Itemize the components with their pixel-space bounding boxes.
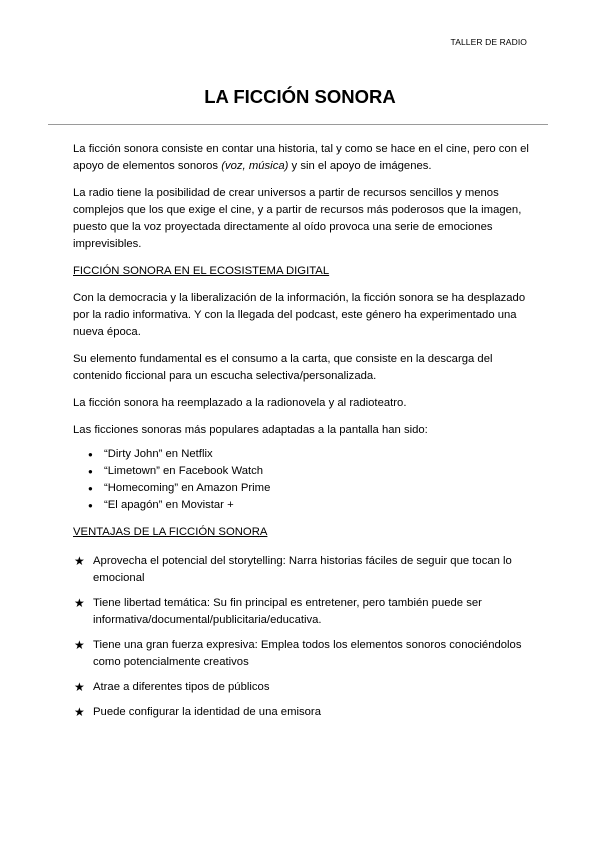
star-bullet-icon: ★ bbox=[74, 554, 85, 568]
paragraph: Las ficciones sonoras más populares adaptadas a la pantalla han sido: bbox=[73, 424, 428, 436]
list-item bbox=[73, 637, 533, 671]
list-item bbox=[73, 480, 533, 497]
list-item bbox=[73, 704, 533, 721]
bullet-dot-icon: ● bbox=[88, 484, 93, 493]
list-item-text: “Dirty John” en Netflix bbox=[104, 448, 213, 460]
bullet-dot-icon: ● bbox=[88, 450, 93, 459]
intro-p1-italic: (voz, música) bbox=[221, 160, 289, 172]
intro-p1-text-a: La ficción sonora consiste en contar una historia, tal y como se hace en el cine, pero con el apoyo de elementos sonoros bbox=[73, 143, 529, 172]
paragraph: La ficción sonora ha reemplazado a la radionovela y al radioteatro. bbox=[73, 397, 407, 409]
page-title: LA FICCIÓN SONORA bbox=[204, 86, 396, 107]
list-item-text: Tiene libertad temática: Su fin principal es entretener, pero también puede ser informativa/documental/publicitaria/educativa. bbox=[93, 597, 482, 626]
list-item-text: Aprovecha el potencial del storytelling: Narra historias fáciles de seguir que tocan lo emocional bbox=[93, 555, 512, 584]
paragraph: Con la democracia y la liberalización de la información, la ficción sonora se ha desplazado por la radio informativa. Y con la llegada del podcast, este género ha experimentado una nueva época. bbox=[73, 292, 526, 338]
intro-p1-text-b: y sin el apoyo de imágenes. bbox=[288, 160, 432, 172]
section-heading-advantages: VENTAJAS DE LA FICCIÓN SONORA bbox=[73, 526, 268, 538]
intro-paragraph-1 bbox=[73, 141, 533, 175]
list-item bbox=[73, 679, 533, 696]
list-item bbox=[73, 595, 533, 629]
list-item-text: Puede configurar la identidad de una emisora bbox=[93, 706, 321, 718]
intro-paragraph-2: La radio tiene la posibilidad de crear universos a partir de recursos sencillos y menos complejos que los que exige el cine, y a partir de recursos más poderosos que la imagen, puesto que la voz proyectada directamente al oído provoca una serie de emociones imprevisibles. bbox=[73, 187, 522, 250]
star-bullet-icon: ★ bbox=[74, 705, 85, 719]
list-item bbox=[73, 463, 533, 480]
paragraph: Su elemento fundamental es el consumo a la carta, que consiste en la descarga del contenido ficcional para un escucha selectiva/personalizada. bbox=[73, 353, 493, 382]
list-item-text: “Limetown” en Facebook Watch bbox=[104, 465, 264, 477]
list-item-text: Tiene una gran fuerza expresiva: Emplea todos los elementos sonoros conociéndolos como potencialmente creativos bbox=[93, 639, 522, 668]
list-item-text: “Homecoming” en Amazon Prime bbox=[104, 482, 271, 494]
bullet-dot-icon: ● bbox=[88, 501, 93, 510]
list-item bbox=[73, 553, 533, 587]
star-bullet-icon: ★ bbox=[74, 680, 85, 694]
title-divider bbox=[48, 124, 548, 125]
list-item-text: Atrae a diferentes tipos de públicos bbox=[93, 681, 270, 693]
list-item bbox=[73, 446, 533, 463]
star-bullet-icon: ★ bbox=[74, 596, 85, 610]
document-body bbox=[73, 141, 533, 729]
advantages-list bbox=[73, 553, 533, 721]
adaptations-list bbox=[73, 446, 533, 514]
list-item bbox=[73, 497, 533, 514]
header-course-label: TALLER DE RADIO bbox=[450, 37, 527, 47]
bullet-dot-icon: ● bbox=[88, 467, 93, 476]
section-heading-digital-ecosystem: FICCIÓN SONORA EN EL ECOSISTEMA DIGITAL bbox=[73, 265, 330, 277]
star-bullet-icon: ★ bbox=[74, 638, 85, 652]
list-item-text: “El apagón” en Movistar + bbox=[104, 499, 234, 511]
